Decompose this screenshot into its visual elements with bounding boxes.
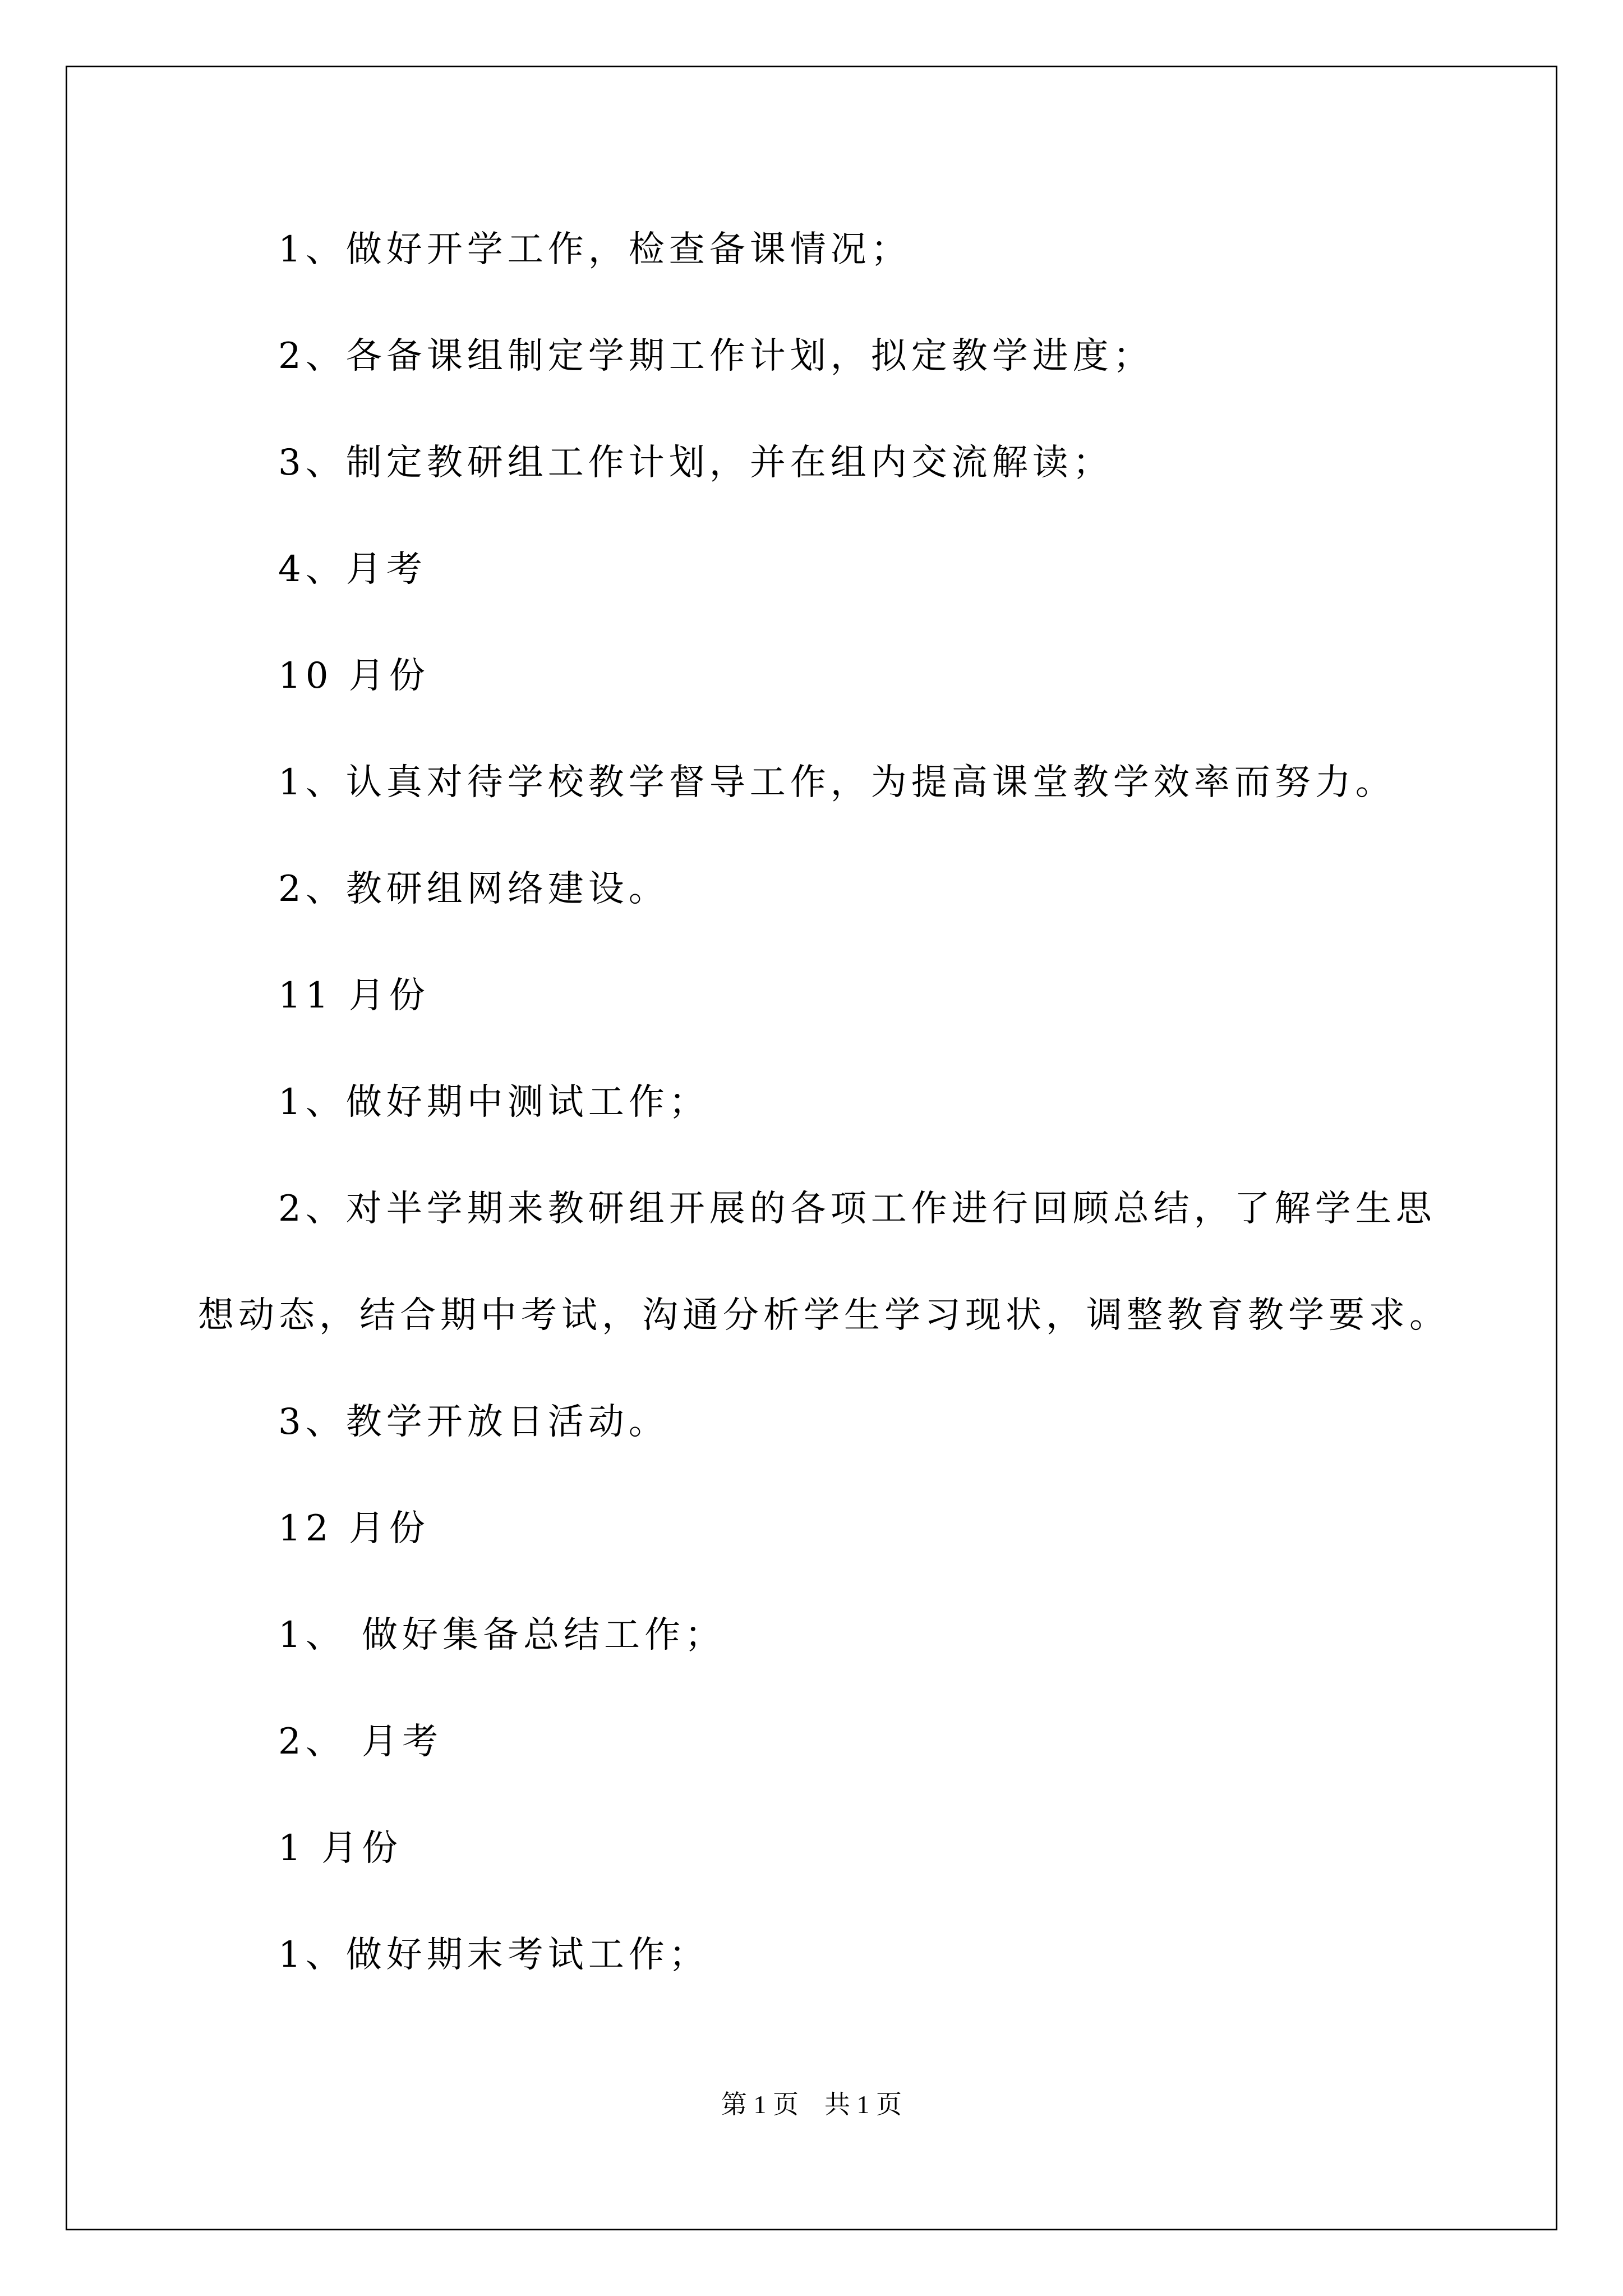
paragraph-line: 1、做好期末考试工作； [278, 1934, 709, 1976]
paragraph-line: 1、 做好集备总结工作； [278, 1614, 726, 1656]
month-heading: 1 月份 [278, 1828, 403, 1869]
paragraph-line: 4、月考 [278, 549, 427, 590]
paragraph-line: 3、制定教研组工作计划，并在组内交流解读； [278, 442, 1113, 484]
month-heading: 11 月份 [278, 975, 430, 1016]
paragraph-line: 2、各备课组制定学期工作计划，拟定教学进度； [278, 335, 1154, 377]
paragraph-line: 2、对半学期来教研组开展的各项工作进行回顾总结，了解学生思 [278, 1188, 1436, 1230]
month-heading: 12 月份 [278, 1508, 430, 1549]
month-heading: 10 月份 [278, 655, 430, 697]
paragraph-line: 3、教学开放日活动。 [278, 1401, 669, 1443]
paragraph-line: 想动态，结合期中考试，沟通分析学生学习现状，调整教育教学要求。 [198, 1295, 1450, 1336]
page-footer: 第 1 页 共 1 页 [721, 2090, 902, 2119]
paragraph-line: 1、做好期中测试工作； [278, 1082, 709, 1123]
paragraph-line: 1、做好开学工作，检查备课情况； [278, 229, 911, 270]
paragraph-line: 2、教研组网络建设。 [278, 868, 669, 910]
page-frame [66, 66, 1557, 2230]
paragraph-line: 1、认真对待学校教学督导工作，为提高课堂教学效率而努力。 [278, 762, 1396, 803]
paragraph-line: 2、 月考 [278, 1721, 443, 1763]
